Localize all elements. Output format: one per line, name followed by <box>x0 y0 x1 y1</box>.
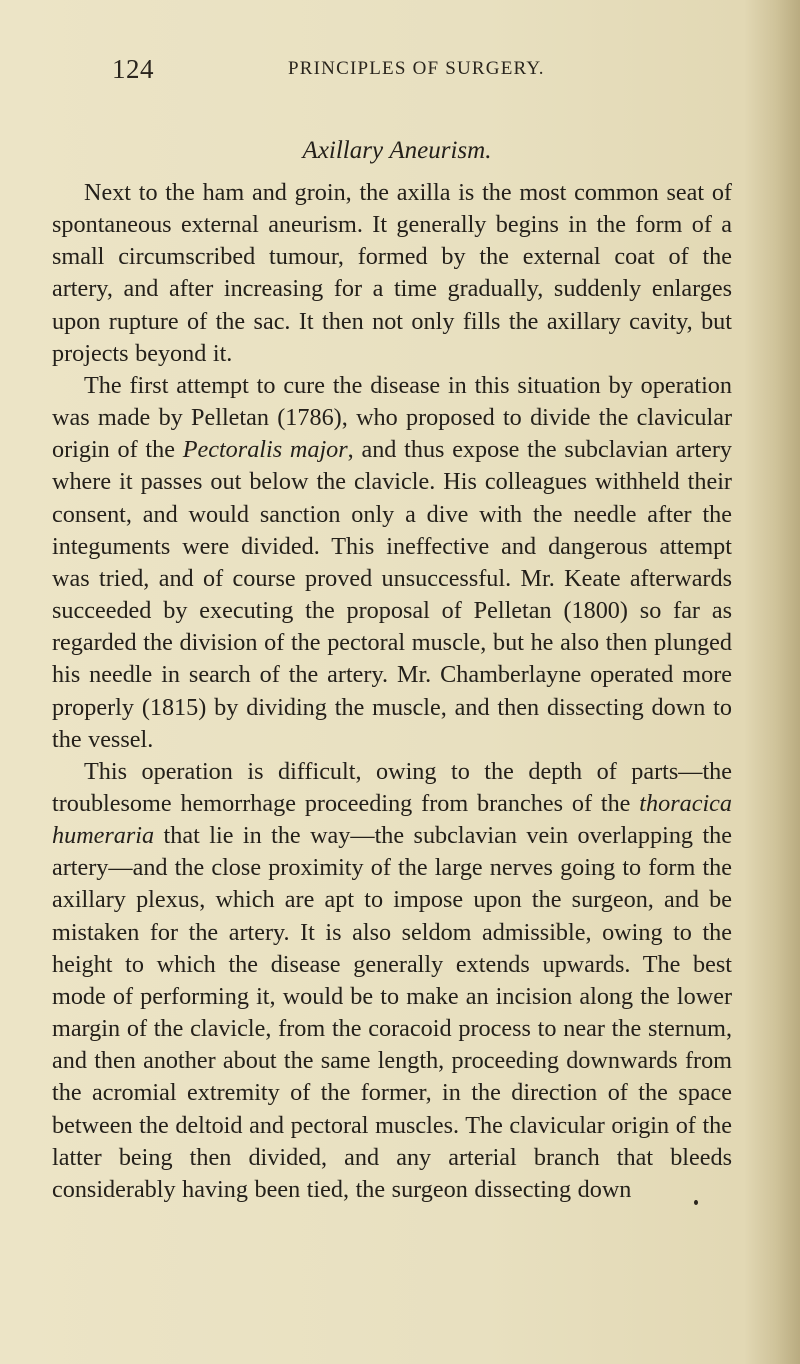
paragraph-2-text-a: The first attempt to cure the disease in this situation by operation was made by Pelletan (1786), who proposed to divide the clavicular origin of the <box>52 371 732 464</box>
running-title: PRINCIPLES OF SURGERY. <box>288 58 545 79</box>
section-title: Axillary Aneurism. <box>302 137 492 164</box>
paragraph-1-text: Next to the ham and groin, the axilla is the most common seat of spontaneous external aneurism. It generally begins in the form of a small circumscribed tumour, formed by the external coat of the artery, and after increasing for a time gradually, suddenly enlarges upon rupture of the sac. It then not only fills the axillary cavity, but projects beyond it. <box>52 179 732 367</box>
running-head <box>112 54 792 94</box>
body-text <box>52 135 732 1206</box>
paragraph-3-text-b: that lie in the way—the subclavian vein overlapping the artery—and the close proximity of the large nerves going to form the axillary plexus, which are apt to impose upon the surgeon, and be mistaken for the artery. It is also seldom admissible, owing to the height to which the disease generally extends upwards. The best mode of performing it, would be to make an incision along the lower margin of the clavicle, from the coracoid process to near the sternum, and then another about the same length, proceeding downwards from the acromial extremity of the former, in the direction of the space between the deltoid and pectoral muscles. The clavicular origin of the latter being then divided, and any arterial branch that bleeds considerably having been tied, the surgeon dissecting down <box>52 822 732 1203</box>
paragraph-3-text-a: This operation is difficult, owing to the depth of parts—the troublesome hemorrhage proceeding from branches of the <box>52 757 732 817</box>
page-number: 124 <box>112 54 154 84</box>
ink-speck <box>694 1200 698 1205</box>
thoracica-humeraria-term: thoracica humeraria <box>52 789 732 850</box>
paragraph-2-text-b: , and thus expose the subclavian artery where it passes out below the clavicle. His colleagues withheld their consent, and would sanction only a dive with the needle after the integuments were divided. This ineffective and dangerous attempt was tried, and of course proved unsuccessful. Mr. Keate afterwards succeeded by executing the proposal of Pelletan (1800) so far as regarded the division of the pectoral muscle, but he also then plunged his needle in search of the artery. Mr. Chamberlayne operated more properly (1815) by dividing the muscle, and then dissecting down to the vessel. <box>52 436 732 753</box>
paragraph-2 <box>52 370 732 756</box>
paragraph-3 <box>52 756 732 1206</box>
pectoralis-major-term: Pectoralis major <box>182 436 348 464</box>
paragraph-1 <box>52 177 732 370</box>
